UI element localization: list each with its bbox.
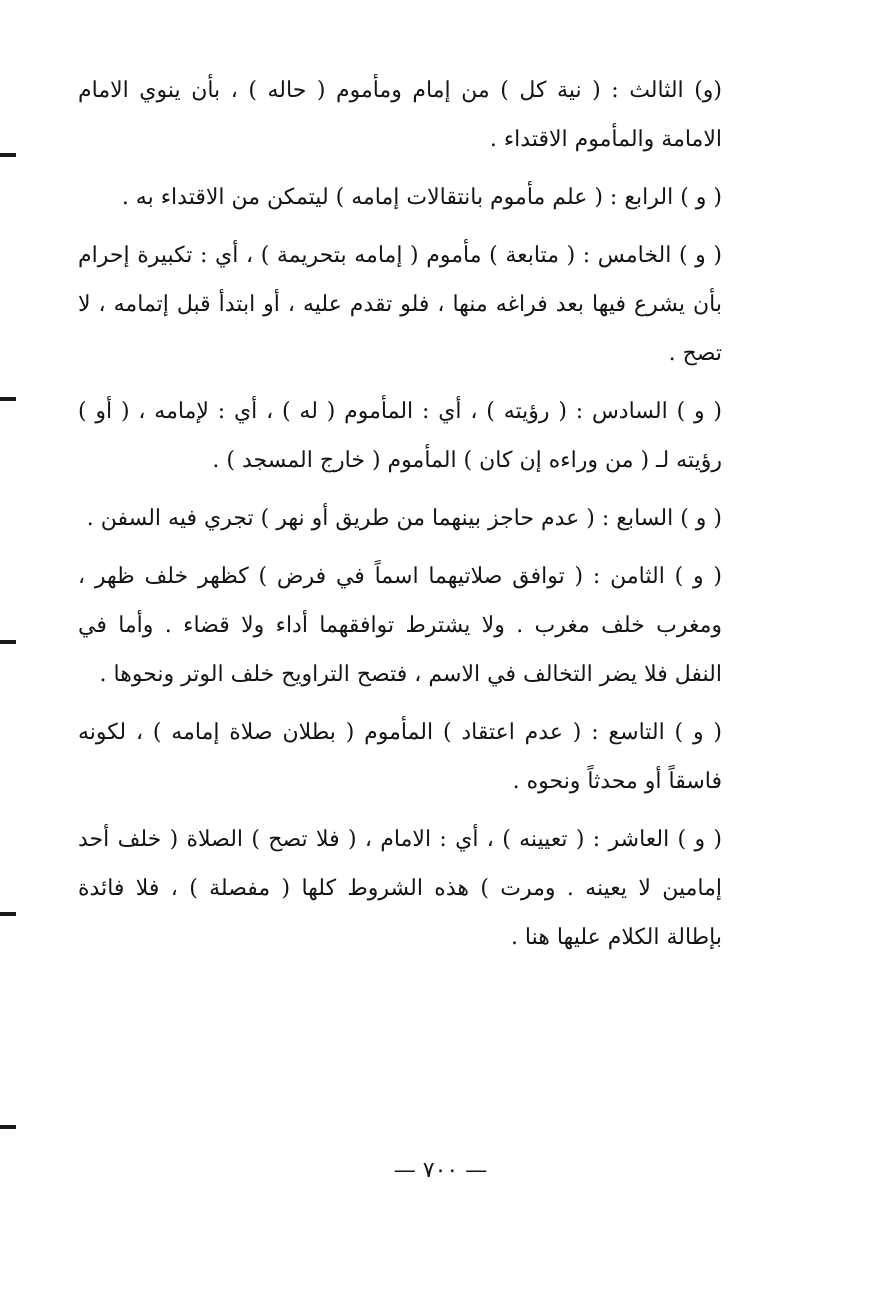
paragraph-eighth-condition: ( و ) الثامن : ( توافق صلاتيهما اسماً في فرض ) كظهر خلف ظهر ، ومغرب خلف مغرب . ولا يشترط توافقهما أداء ولا قضاء . وأما في النفل فلا يضر التخالف في الاسم ، فتصح التراويح خلف الوتر ونحوها .: [78, 564, 722, 687]
paragraph-fifth-condition: ( و ) الخامس : ( متابعة ) مأموم ( إمامه بتحريمة ) ، أي : تكبيرة إحرام بأن يشرع فيها بعد فراغه منها ، فلو تقدم عليه ، أو ابتدأ قبل إتمامه ، لا تصح .: [78, 243, 722, 366]
paragraph-ninth-condition: ( و ) التاسع : ( عدم اعتقاد ) المأموم ( بطلان صلاة إمامه ) ، لكونه فاسقاً أو محدثاً ونحوه .: [78, 720, 722, 794]
paragraph-third-condition: (و) الثالث : ( نية كل ) من إمام ومأموم ( حاله ) ، بأن ينوي الامام الامامة والمأموم الاقتداء .: [78, 78, 722, 152]
paragraph-tenth-condition: ( و ) العاشر : ( تعيينه ) ، أي : الامام ، ( فلا تصح ) الصلاة ( خلف أحد إمامين لا يعينه . ومرت ) هذه الشروط كلها ( مفصلة ) ، فلا فائدة بإطالة الكلام عليها هنا .: [78, 827, 722, 950]
paragraph-sixth-condition: ( و ) السادس : ( رؤيته ) ، أي : المأموم ( له ) ، أي : لإمامه ، ( أو ) رؤيته لـ ( من وراءه إن كان ) المأموم ( خارج المسجد ) .: [78, 399, 723, 473]
binding-mark: [0, 153, 16, 157]
paragraph-fourth-condition: ( و ) الرابع : ( علم مأموم بانتقالات إمامه ) ليتمكن من الاقتداء به .: [121, 185, 722, 210]
binding-mark: [0, 640, 16, 644]
binding-mark: [0, 912, 16, 916]
page-number: — ٧٠٠ —: [393, 1158, 488, 1183]
binding-mark: [0, 397, 16, 401]
binding-mark: [0, 1125, 16, 1129]
paragraph-seventh-condition: ( و ) السابع : ( عدم حاجز بينهما من طريق أو نهر ) تجري فيه السفن .: [86, 506, 722, 531]
body-text: [78, 66, 722, 971]
